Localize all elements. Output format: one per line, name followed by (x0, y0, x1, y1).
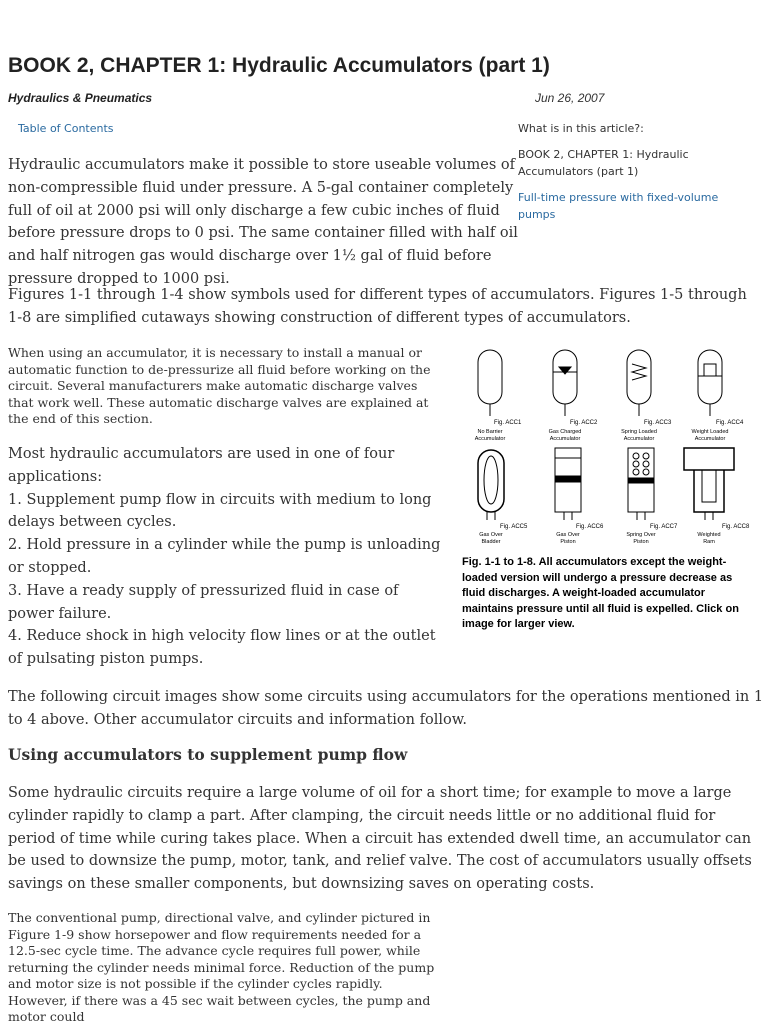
section-heading: Using accumulators to supplement pump flow (8, 745, 408, 764)
list-item: 4. Reduce shock in high velocity flow lines or at the outlet of pulsating piston pumps. (8, 628, 436, 668)
cutaway-gas-over-bladder (478, 450, 504, 520)
fig-label: Spring Over (626, 532, 656, 538)
fig-label: Gas Charged (548, 429, 582, 435)
list-item: 2. Hold pressure in a cylinder while the pump is unloading or stopped. (8, 537, 441, 576)
fig-label: Fig. ACC4 (716, 420, 744, 426)
cutaway-gas-over-piston (555, 448, 581, 520)
fig-label: Fig. ACC2 (570, 420, 598, 426)
symbol-spring-loaded (627, 350, 651, 416)
fig-label: Fig. ACC5 (500, 524, 528, 530)
fig-label: Bladder (481, 539, 501, 544)
fig-label: Accumulator (694, 436, 726, 442)
symbol-gas-charged (553, 350, 577, 416)
fig-label: Gas Over (479, 532, 503, 538)
fig-label: Fig. ACC6 (576, 524, 604, 530)
list-item: 3. Have a ready supply of pressurized fluid in case of power failure. (8, 582, 399, 622)
applications-list (8, 443, 448, 671)
fig-label: Weighted (697, 532, 721, 538)
sidebar-heading: What is in this article?: (518, 122, 644, 135)
article-category-link[interactable]: Hydraulics & Pneumatics (8, 91, 153, 105)
fig-label: Accumulator (474, 436, 506, 442)
paragraph-depressurize: When using an accumulator, it is necessary to install a manual or automatic function to de-pressurize all fluid before working on the circuit. Several manufacturers make automatic discharge valves that work well. These automatic discharge valves are explained at the end of this section. (8, 345, 431, 426)
fig-label: Spring Loaded (621, 429, 657, 435)
symbol-no-barrier (478, 350, 502, 416)
fig-label: Fig. ACC1 (494, 420, 522, 426)
article-sidebar (518, 120, 750, 232)
paragraph-supplement: Some hydraulic circuits require a large volume of oil for a short time; for example to move a large cylinder rapidly to clamp a part. After clamping, the circuit needs little or no additional fluid for period of time while curing takes place. When a circuit has extended dwell time, an accumulator can be used to downsize the pump, motor, tank, and relief valve. The cost of accumulators usually offsets savings on these smaller components, but downsizing saves on operating costs. (8, 785, 752, 893)
cutaway-spring-over-piston (628, 448, 654, 520)
paragraph-figures: Figures 1-1 through 1-4 show symbols used for different types of accumulators. Figures 1-5 through 1-8 are simplified cutaways showing construction of different types of accumulators. (8, 287, 747, 326)
article-date: Jun 26, 2007 (535, 91, 605, 105)
figure-caption: Fig. 1-1 to 1-8. All accumulators except the weight-loaded version will undergo a pressure decrease as fluid discharges. A weight-loaded accumulator maintains pressure until all fluid is expelled. Click on image for larger view. (462, 556, 739, 630)
fig-label: Fig. ACC8 (722, 524, 750, 530)
fig-label: Fig. ACC7 (650, 524, 678, 530)
fig-label: Gas Over (556, 532, 580, 538)
cutaway-weighted-ram (684, 448, 734, 520)
fig-label: Accumulator (623, 436, 655, 442)
fig-label: Fig. ACC3 (644, 420, 672, 426)
symbol-weight-loaded (698, 350, 722, 416)
sidebar-item-link[interactable]: Full-time pressure with fixed-volume pumps (518, 191, 719, 221)
fig-label: Weight Loaded (691, 429, 729, 435)
fig-label: Piston (560, 539, 576, 544)
paragraph-circuits: The following circuit images show some circuits using accumulators for the operations mentioned in 1 to 4 above. Other accumulator circuits and information follow. (8, 689, 764, 728)
applications-intro: Most hydraulic accumulators are used in one of four applications: (8, 446, 395, 485)
paragraph-conventional: The conventional pump, directional valve, and cylinder pictured in Figure 1-9 show horsepower and flow requirements needed for a 12.5-sec cycle time. The advance cycle requires full power, while returning the cylinder needs minimal force. Reduction of the pump and motor size is not possible if the cylinder cycles rapidly. However, if there was a 45 sec wait between cycles, the pump and motor could (8, 910, 435, 1024)
list-item: 1. Supplement pump flow in circuits with medium to long delays between cycles. (8, 491, 432, 531)
accumulator-diagrams (462, 340, 762, 544)
fig-label: Accumulator (549, 436, 581, 442)
paragraph-intro: Hydraulic accumulators make it possible to store useable volumes of non-compressible fluid under pressure. A 5-gal container completely full of oil at 2000 psi will only discharge a few cubic inches of fluid before pressure drops to 0 psi. The same container filled with half oil and half nitrogen gas would discharge over 1½ gal of fluid before pressure dropped to 1000 psi. (8, 157, 518, 287)
fig-label: No Barrier (477, 429, 503, 435)
sidebar-item-current: BOOK 2, CHAPTER 1: Hydraulic Accumulators (part 1) (518, 148, 689, 178)
fig-label: Piston (633, 539, 649, 544)
article-title: BOOK 2, CHAPTER 1: Hydraulic Accumulators (part 1) (8, 54, 550, 77)
fig-label: Ram (703, 539, 715, 544)
accumulator-figure-image[interactable] (462, 340, 762, 544)
table-of-contents-link[interactable]: Table of Contents (18, 122, 114, 135)
